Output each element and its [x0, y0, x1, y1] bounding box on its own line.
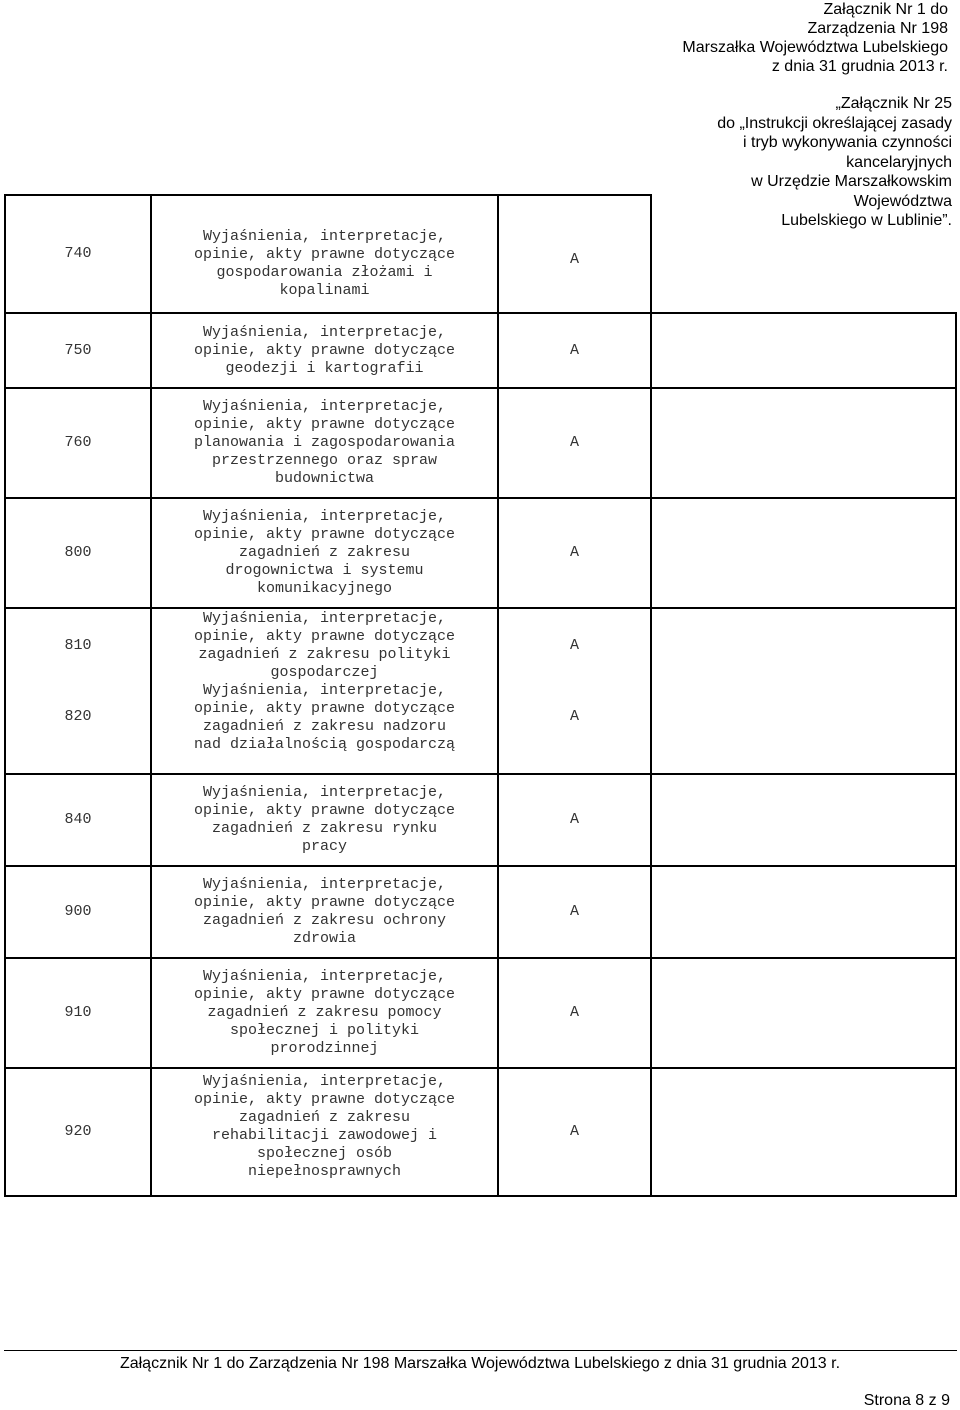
blank-cell: [651, 313, 956, 388]
blank-cell: [651, 774, 956, 866]
description-line: zagadnień z zakresu: [238, 1109, 411, 1126]
description-line: pracy: [301, 838, 347, 855]
blank-cell: [651, 1068, 956, 1196]
row-category: A: [498, 313, 651, 388]
blank-cell: [651, 388, 956, 498]
description-line: opinie, akty prawne dotyczące: [193, 894, 456, 911]
blank-cell: [651, 958, 956, 1068]
header-line: Marszałka Województwa Lubelskiego: [682, 39, 948, 56]
description-line: budownictwa: [274, 470, 375, 487]
table-row: [5, 195, 956, 313]
header-line: Zarządzenia Nr 198: [807, 20, 948, 37]
annex-line: i tryb wykonywania czynności: [743, 134, 952, 151]
row-code: 820: [5, 682, 151, 774]
description-line: zagadnień z zakresu pomocy: [207, 1004, 442, 1021]
description-line: Wyjaśnienia, interpretacje,: [202, 876, 447, 893]
annex-line: w Urzędzie Marszałkowskim: [751, 173, 952, 190]
row-code: 900: [5, 866, 151, 958]
description-line: Wyjaśnienia, interpretacje,: [202, 228, 447, 245]
row-description: [151, 682, 498, 774]
description-line: Wyjaśnienia, interpretacje,: [202, 784, 447, 801]
description-line: Wyjaśnienia, interpretacje,: [202, 1073, 447, 1090]
table-row: [5, 958, 956, 1068]
description-line: gospodarczej: [270, 664, 379, 681]
description-line: przestrzennego oraz spraw: [211, 452, 438, 469]
records-table: [4, 194, 957, 1197]
description-line: zagadnień z zakresu polityki: [198, 646, 451, 663]
row-description: [151, 313, 498, 388]
description-line: kopalinami: [279, 282, 370, 299]
row-description: [151, 608, 498, 682]
description-line: opinie, akty prawne dotyczące: [193, 628, 456, 645]
row-category: A: [498, 866, 651, 958]
annex-line: „Załącznik Nr 25: [835, 95, 952, 112]
description-line: opinie, akty prawne dotyczące: [193, 802, 456, 819]
footer-text: Załącznik Nr 1 do Zarządzenia Nr 198 Marszałka Województwa Lubelskiego z dnia 31 grudnia 2013 r.: [119, 1355, 841, 1372]
row-description: [151, 958, 498, 1068]
row-code: 840: [5, 774, 151, 866]
row-code: 750: [5, 313, 151, 388]
row-description: [151, 195, 498, 313]
table-row: [5, 866, 956, 958]
blank-cell: [651, 866, 956, 958]
row-code: 810: [5, 608, 151, 682]
description-line: drogownictwa i systemu: [225, 562, 424, 579]
row-category: A: [498, 774, 651, 866]
document-header: [682, 0, 948, 76]
description-line: społecznej osób: [256, 1145, 393, 1162]
description-line: Wyjaśnienia, interpretacje,: [202, 610, 447, 627]
description-line: niepełnosprawnych: [247, 1163, 402, 1180]
description-line: zagadnień z zakresu: [238, 544, 411, 561]
row-code: 910: [5, 958, 151, 1068]
row-category: A: [498, 195, 651, 313]
table-row: [5, 682, 956, 774]
row-description: [151, 774, 498, 866]
description-line: opinie, akty prawne dotyczące: [193, 246, 456, 263]
description-line: gospodarowania złożami i: [216, 264, 433, 281]
table-row: [5, 498, 956, 608]
description-line: opinie, akty prawne dotyczące: [193, 526, 456, 543]
description-line: zagadnień z zakresu ochrony: [202, 912, 447, 929]
description-line: Wyjaśnienia, interpretacje,: [202, 968, 447, 985]
blank-cell: [651, 498, 956, 608]
row-category: A: [498, 608, 651, 682]
row-description: [151, 1068, 498, 1196]
row-category: A: [498, 1068, 651, 1196]
description-line: opinie, akty prawne dotyczące: [193, 416, 456, 433]
description-line: prorodzinnej: [270, 1040, 379, 1057]
row-code: 920: [5, 1068, 151, 1196]
table-row: [5, 774, 956, 866]
description-line: rehabilitacji zawodowej i: [211, 1127, 438, 1144]
header-line: Załącznik Nr 1 do: [823, 1, 948, 18]
description-line: opinie, akty prawne dotyczące: [193, 700, 456, 717]
description-line: Wyjaśnienia, interpretacje,: [202, 682, 447, 699]
table-row: [5, 1068, 956, 1196]
description-line: Wyjaśnienia, interpretacje,: [202, 398, 447, 415]
description-line: komunikacyjnego: [256, 580, 393, 597]
description-line: zagadnień z zakresu nadzoru: [202, 718, 447, 735]
description-line: społecznej i polityki: [229, 1022, 420, 1039]
row-description: [151, 498, 498, 608]
description-line: opinie, akty prawne dotyczące: [193, 986, 456, 1003]
table-row: [5, 313, 956, 388]
annex-line: Lubelskiego w Lublinie”.: [781, 212, 952, 229]
row-category: A: [498, 498, 651, 608]
description-line: planowania i zagospodarowania: [193, 434, 456, 451]
row-description: [151, 866, 498, 958]
description-line: Wyjaśnienia, interpretacje,: [202, 323, 447, 341]
row-category: A: [498, 682, 651, 774]
blank-cell: [651, 682, 956, 774]
description-line: opinie, akty prawne dotyczące: [193, 1091, 456, 1108]
description-line: geodezji i kartografii: [225, 359, 424, 377]
row-category: A: [498, 388, 651, 498]
annex-line: kancelaryjnych: [846, 153, 952, 171]
row-code: 800: [5, 498, 151, 608]
header-line: z dnia 31 grudnia 2013 r.: [771, 58, 948, 75]
blank-cell: [651, 195, 956, 313]
row-category: A: [498, 958, 651, 1068]
blank-cell: [651, 608, 956, 682]
table-row: [5, 388, 956, 498]
description-line: zdrowia: [292, 930, 356, 947]
description-line: Wyjaśnienia, interpretacje,: [202, 508, 447, 525]
page-number: Strona 8 z 9: [863, 1392, 950, 1409]
annex-line: do „Instrukcji określającej zasady: [717, 114, 952, 132]
row-code: 760: [5, 388, 151, 498]
table-row: [5, 608, 956, 682]
row-description: [151, 388, 498, 498]
description-line: opinie, akty prawne dotyczące: [193, 341, 456, 359]
annex-line: Województwa: [853, 192, 952, 210]
description-line: nad działalnością gospodarczą: [193, 736, 456, 753]
row-code: 740: [5, 195, 151, 313]
description-line: zagadnień z zakresu rynku: [211, 820, 438, 837]
footer-divider: [4, 1350, 957, 1351]
